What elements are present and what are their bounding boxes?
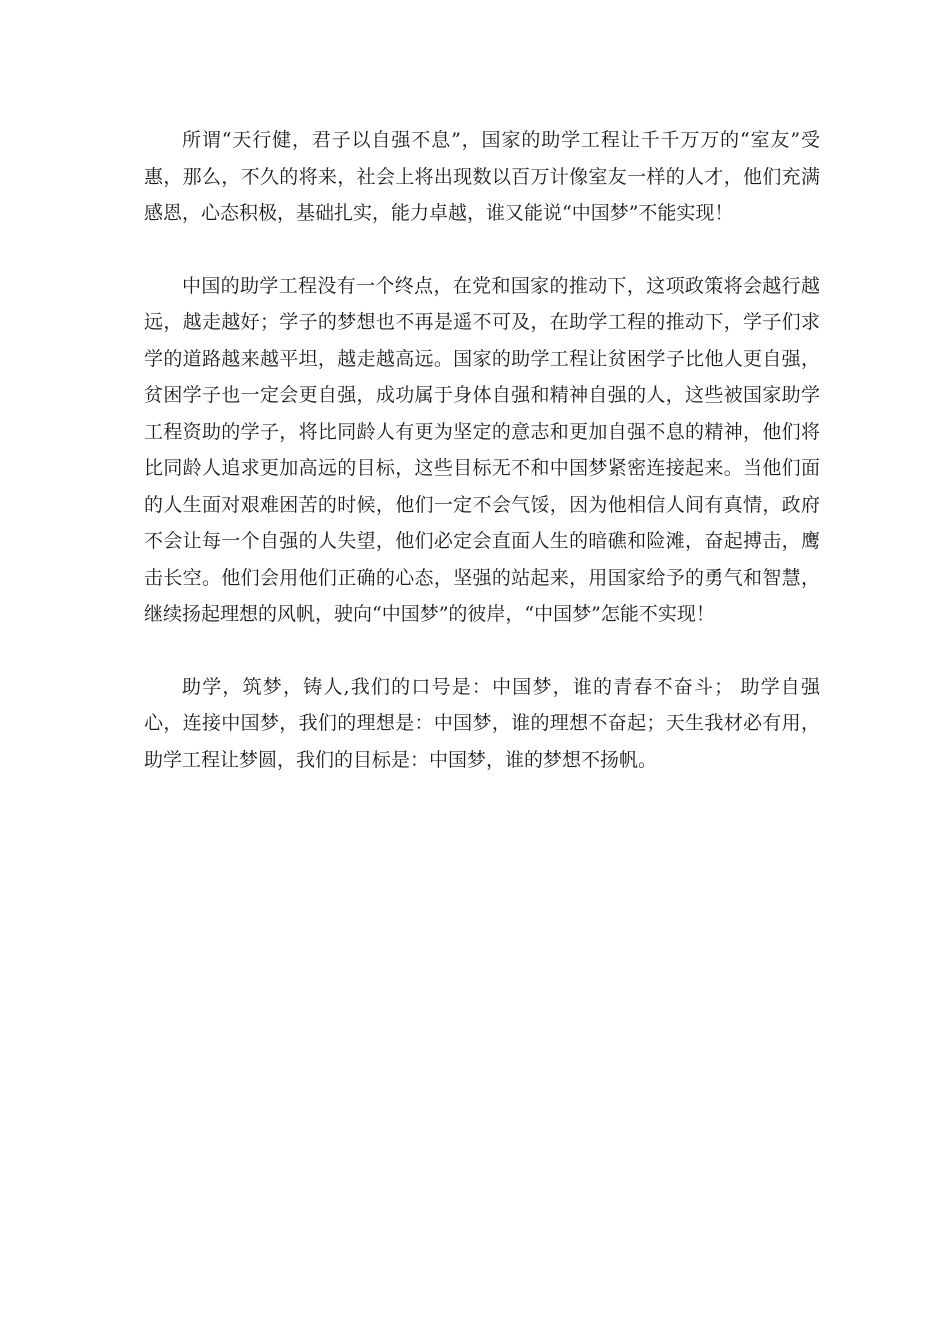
document-body [144, 122, 820, 778]
paragraph-1: 所谓“天行健，君子以自强不息”，国家的助学工程让千千万万的“室友”受惠，那么，不久的将来，社会上将出现数以百万计像室友一样的人才，他们充满感恩，心态积极，基础扎实，能力卓越，谁又能说“中国梦”不能实现！ [144, 129, 820, 224]
paragraph-3: 助学，筑梦，铸人,我们的口号是：中国梦，谁的青春不奋斗； 助学自强心，连接中国梦，我们的理想是：中国梦，谁的理想不奋起；天生我材必有用，助学工程让梦圆，我们的目标是：中国梦，谁的梦想不扬帆。 [144, 675, 820, 771]
paragraph-2: 中国的助学工程没有一个终点，在党和国家的推动下，这项政策将会越行越远，越走越好；学子的梦想也不再是遥不可及，在助学工程的推动下，学子们求学的道路越来越平坦，越走越高远。国家的助学工程让贫困学子比他人更自强，贫困学子也一定会更自强，成功属于身体自强和精神自强的人，这些被国家助学工程资助的学子，将比同龄人有更为坚定的意志和更加自强不息的精神，他们将比同龄人追求更加高远的目标，这些目标无不和中国梦紧密连接起来。当他们面的人生面对艰难困苦的时候，他们一定不会气馁，因为他相信人间有真情，政府不会让每一个自强的人失望，他们必定会直面人生的暗礁和险滩，奋起搏击，鹰击长空。他们会用他们正确的心态，坚强的站起来，用国家给予的勇气和智慧，继续扬起理想的风帆，驶向“中国梦”的彼岸，“中国梦”怎能不实现！ [144, 274, 820, 625]
